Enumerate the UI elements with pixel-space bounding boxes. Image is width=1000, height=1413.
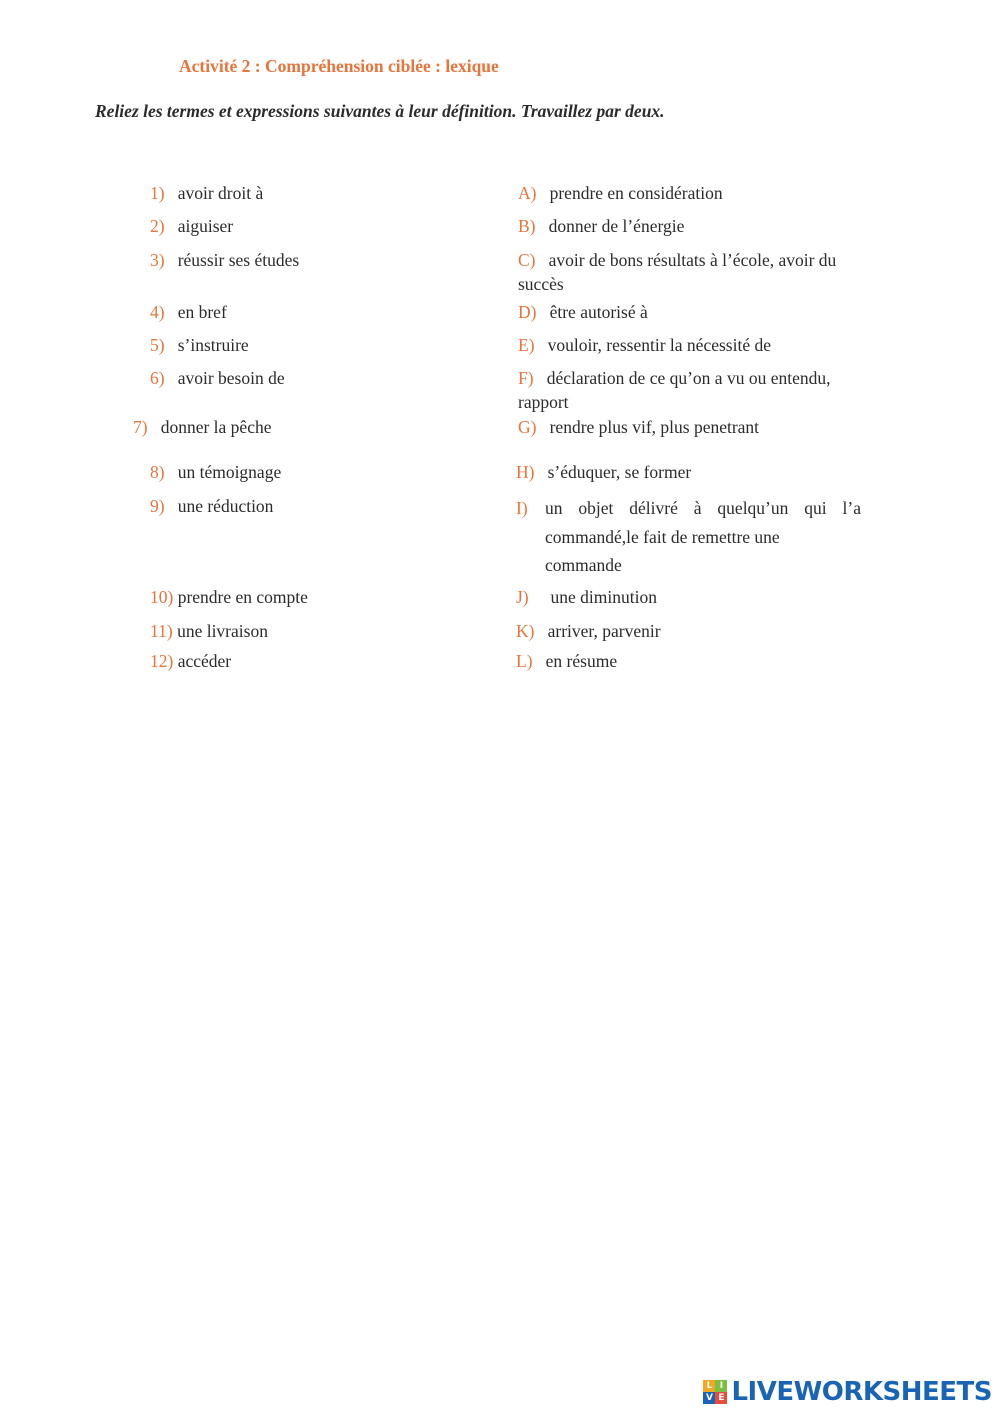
definition-text: un objet délivré à quelqu’un qui l’a (545, 498, 861, 518)
definition-text: une diminution (550, 587, 657, 607)
definition-text: arriver, parvenir (547, 621, 661, 641)
activity-title: Activité 2 : Compréhension ciblée : lexique (179, 56, 499, 76)
term-text: s’instruire (177, 335, 249, 355)
term-text: réussir ses études (177, 250, 300, 270)
term-number: 12) (150, 651, 174, 671)
term-text: prendre en compte (177, 587, 308, 607)
definition-text-line2: succès (518, 274, 564, 294)
definition-i[interactable] (516, 494, 861, 580)
term-number: 8) (150, 462, 165, 482)
term-5[interactable] (150, 333, 249, 357)
definition-h[interactable] (516, 460, 691, 484)
term-text: accéder (177, 651, 232, 671)
definition-text-line3: commande (545, 555, 622, 575)
definition-c[interactable] (518, 248, 898, 296)
term-text: avoir droit à (177, 183, 264, 203)
logo-letter-e: E (715, 1392, 727, 1404)
definition-letter: K) (516, 621, 535, 641)
term-number: 4) (150, 302, 165, 322)
definition-d[interactable] (518, 300, 648, 324)
definition-letter: G) (518, 417, 537, 437)
definition-letter: B) (518, 216, 536, 236)
logo-letter-l: L (703, 1380, 715, 1392)
definition-text: déclaration de ce qu’on a vu ou entendu, (546, 368, 831, 388)
term-text: avoir besoin de (177, 368, 285, 388)
term-number: 3) (150, 250, 165, 270)
definition-a[interactable] (518, 181, 723, 205)
definition-l[interactable] (516, 649, 617, 673)
term-12[interactable] (150, 649, 231, 673)
term-number: 7) (133, 417, 148, 437)
logo-letter-v: V (703, 1392, 715, 1404)
definition-text: être autorisé à (549, 302, 648, 322)
definition-letter: E) (518, 335, 535, 355)
term-text: un témoignage (177, 462, 282, 482)
term-text: en bref (177, 302, 227, 322)
definition-letter: C) (518, 250, 536, 270)
definition-j[interactable] (516, 585, 657, 609)
definition-letter: I) (516, 498, 528, 518)
term-number: 1) (150, 183, 165, 203)
definition-text: prendre en considération (549, 183, 723, 203)
term-1[interactable] (150, 181, 263, 205)
term-text: une livraison (177, 621, 268, 641)
definition-letter: F) (518, 368, 534, 388)
term-number: 6) (150, 368, 165, 388)
term-number: 5) (150, 335, 165, 355)
term-11[interactable] (150, 619, 268, 643)
logo-letter-i: I (715, 1380, 727, 1392)
definition-letter: H) (516, 462, 535, 482)
definition-letter: J) (516, 587, 529, 607)
definition-letter: L) (516, 651, 533, 671)
term-text: aiguiser (177, 216, 234, 236)
definition-letter: D) (518, 302, 537, 322)
definition-g[interactable] (518, 415, 759, 439)
definition-text: rendre plus vif, plus penetrant (549, 417, 760, 437)
term-4[interactable] (150, 300, 227, 324)
definition-letter: A) (518, 183, 537, 203)
definition-text: en résume (545, 651, 618, 671)
logo-mark-icon (703, 1380, 727, 1404)
definition-text-line2: rapport (518, 392, 569, 412)
definition-b[interactable] (518, 214, 684, 238)
term-3[interactable] (150, 248, 299, 272)
term-number: 10) (150, 587, 174, 607)
term-8[interactable] (150, 460, 281, 484)
definition-text-line2: commandé,le fait de remettre une (545, 526, 780, 547)
definition-e[interactable] (518, 333, 771, 357)
definition-k[interactable] (516, 619, 661, 643)
term-number: 11) (150, 621, 173, 641)
liveworksheets-logo (703, 1377, 992, 1407)
term-10[interactable] (150, 585, 308, 609)
logo-text: LIVEWORKSHEETS (731, 1377, 992, 1407)
term-number: 2) (150, 216, 165, 236)
term-text: donner la pêche (160, 417, 272, 437)
term-number: 9) (150, 496, 165, 516)
definition-f[interactable] (518, 366, 898, 414)
definition-text: donner de l’énergie (548, 216, 685, 236)
definition-text: vouloir, ressentir la nécessité de (547, 335, 771, 355)
term-9[interactable] (150, 494, 273, 518)
term-text: une réduction (177, 496, 274, 516)
definition-text: avoir de bons résultats à l’école, avoir du (548, 250, 837, 270)
term-7[interactable] (133, 415, 271, 439)
term-2[interactable] (150, 214, 233, 238)
definition-text: s’éduquer, se former (547, 462, 692, 482)
term-6[interactable] (150, 366, 285, 390)
instruction-text: Reliez les termes et expressions suivantes à leur définition. Travaillez par deux. (95, 101, 665, 121)
